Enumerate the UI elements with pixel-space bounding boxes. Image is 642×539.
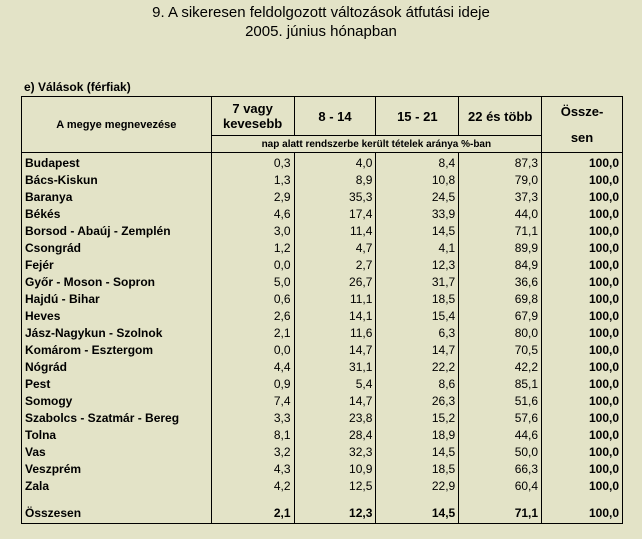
- value-cell-v3: 8,6: [376, 376, 459, 393]
- table-row: [22, 153, 623, 173]
- value-cell-v4: 69,8: [459, 291, 542, 308]
- value-cell-s: 100,0: [542, 478, 623, 495]
- header-county: A megye megnevezése: [22, 97, 212, 153]
- county-name-cell: Békés: [22, 206, 212, 223]
- table-row: [22, 393, 623, 410]
- table-row: [22, 325, 623, 342]
- spacer-cell: [376, 495, 459, 503]
- value-cell-s: 100,0: [542, 189, 623, 206]
- value-cell-v4: 42,2: [459, 359, 542, 376]
- county-name-cell: Heves: [22, 308, 212, 325]
- value-cell-v3: 26,3: [376, 393, 459, 410]
- value-cell-v1: 4,3: [211, 461, 294, 478]
- value-cell-v3: 8,4: [376, 153, 459, 173]
- value-cell-v1: 0,9: [211, 376, 294, 393]
- value-cell-s: 100,0: [542, 172, 623, 189]
- value-cell-v3: 33,9: [376, 206, 459, 223]
- value-cell-v2: 2,7: [294, 257, 376, 274]
- value-cell-v4: 87,3: [459, 153, 542, 173]
- county-name-cell: Hajdú - Bihar: [22, 291, 212, 308]
- value-cell-s: 100,0: [542, 206, 623, 223]
- value-cell-v4: 66,3: [459, 461, 542, 478]
- value-cell-v4: 80,0: [459, 325, 542, 342]
- value-cell-v2: 11,6: [294, 325, 376, 342]
- table-row: [22, 376, 623, 393]
- value-cell-v1: 2,6: [211, 308, 294, 325]
- value-cell-v1: 1,2: [211, 240, 294, 257]
- value-cell-v4: 37,3: [459, 189, 542, 206]
- table-row: [22, 359, 623, 376]
- county-name-cell: Fejér: [22, 257, 212, 274]
- county-name-cell: Pest: [22, 376, 212, 393]
- value-cell-v1: 0,0: [211, 257, 294, 274]
- value-cell-v2: 14,7: [294, 393, 376, 410]
- data-table: [21, 96, 623, 524]
- value-cell-v1: 0,0: [211, 342, 294, 359]
- value-cell-v4: 70,5: [459, 342, 542, 359]
- county-name-cell: Bács-Kiskun: [22, 172, 212, 189]
- header-7-or-less-line2: kevesebb: [222, 116, 283, 131]
- county-name-cell: Somogy: [22, 393, 212, 410]
- table-row: [22, 240, 623, 257]
- header-22-plus: 22 és több: [459, 97, 542, 136]
- header-total-line1: Össze-: [560, 103, 604, 119]
- county-name-cell: Budapest: [22, 153, 212, 173]
- value-cell-s: 100,0: [542, 461, 623, 478]
- spacer-cell: [542, 495, 623, 503]
- value-cell-s: 100,0: [542, 274, 623, 291]
- value-cell-v2: 17,4: [294, 206, 376, 223]
- value-cell-v1: 5,0: [211, 274, 294, 291]
- value-cell-s: 100,0: [542, 359, 623, 376]
- value-cell-v4: 57,6: [459, 410, 542, 427]
- value-cell-v3: 31,7: [376, 274, 459, 291]
- value-cell-v1: 2,9: [211, 189, 294, 206]
- value-cell-s: 100,0: [542, 223, 623, 240]
- county-name-cell: Veszprém: [22, 461, 212, 478]
- table-row: [22, 427, 623, 444]
- value-cell-s: 100,0: [542, 444, 623, 461]
- county-name-cell: Tolna: [22, 427, 212, 444]
- value-cell-v4: 60,4: [459, 478, 542, 495]
- value-cell-v4: 50,0: [459, 444, 542, 461]
- value-cell-v4: 71,1: [459, 503, 542, 524]
- value-cell-v1: 4,4: [211, 359, 294, 376]
- value-cell-s: 100,0: [542, 376, 623, 393]
- table-row: [22, 291, 623, 308]
- value-cell-v3: 22,9: [376, 478, 459, 495]
- header-15-21: 15 - 21: [376, 97, 459, 136]
- value-cell-v4: 84,9: [459, 257, 542, 274]
- total-row: [22, 503, 623, 524]
- spacer-cell: [22, 495, 212, 503]
- table-row: [22, 410, 623, 427]
- value-cell-v3: 18,5: [376, 291, 459, 308]
- value-cell-v4: 67,9: [459, 308, 542, 325]
- table-row: [22, 461, 623, 478]
- value-cell-v4: 85,1: [459, 376, 542, 393]
- value-cell-v2: 4,0: [294, 153, 376, 173]
- header-note: nap alatt rendszerbe került tételek aránya %-ban: [211, 136, 541, 153]
- value-cell-v1: 3,3: [211, 410, 294, 427]
- value-cell-v2: 12,5: [294, 478, 376, 495]
- report-title: 9. A sikeresen feldolgozott változások átfutási ideje: [152, 4, 490, 21]
- value-cell-v2: 10,9: [294, 461, 376, 478]
- spacer-cell: [459, 495, 542, 503]
- value-cell-v3: 14,5: [376, 503, 459, 524]
- county-name-cell: Jász-Nagykun - Szolnok: [22, 325, 212, 342]
- value-cell-s: 100,0: [542, 257, 623, 274]
- value-cell-v1: 1,3: [211, 172, 294, 189]
- table-row: [22, 478, 623, 495]
- value-cell-v2: 5,4: [294, 376, 376, 393]
- table-row: [22, 342, 623, 359]
- county-name-cell: Baranya: [22, 189, 212, 206]
- value-cell-v3: 22,2: [376, 359, 459, 376]
- value-cell-v3: 18,5: [376, 461, 459, 478]
- value-cell-v2: 23,8: [294, 410, 376, 427]
- table-row: [22, 257, 623, 274]
- value-cell-v3: 15,2: [376, 410, 459, 427]
- value-cell-v2: 31,1: [294, 359, 376, 376]
- county-name-cell: Borsod - Abaúj - Zemplén: [22, 223, 212, 240]
- table-row: [22, 172, 623, 189]
- value-cell-v3: 18,9: [376, 427, 459, 444]
- value-cell-v1: 0,6: [211, 291, 294, 308]
- value-cell-v3: 24,5: [376, 189, 459, 206]
- spacer-cell: [211, 495, 294, 503]
- value-cell-v2: 32,3: [294, 444, 376, 461]
- value-cell-v4: 44,0: [459, 206, 542, 223]
- value-cell-v2: 26,7: [294, 274, 376, 291]
- value-cell-v4: 36,6: [459, 274, 542, 291]
- county-name-cell: Nógrád: [22, 359, 212, 376]
- value-cell-v2: 11,4: [294, 223, 376, 240]
- value-cell-v3: 14,5: [376, 444, 459, 461]
- value-cell-v1: 2,1: [211, 325, 294, 342]
- value-cell-v1: 0,3: [211, 153, 294, 173]
- value-cell-v2: 4,7: [294, 240, 376, 257]
- table-row: [22, 444, 623, 461]
- table-row: [22, 206, 623, 223]
- value-cell-v3: 14,7: [376, 342, 459, 359]
- county-name-cell: Győr - Moson - Sopron: [22, 274, 212, 291]
- value-cell-v3: 6,3: [376, 325, 459, 342]
- value-cell-v1: 3,0: [211, 223, 294, 240]
- value-cell-v2: 11,1: [294, 291, 376, 308]
- value-cell-v1: 8,1: [211, 427, 294, 444]
- value-cell-v1: 7,4: [211, 393, 294, 410]
- spacer-cell: [294, 495, 376, 503]
- value-cell-v4: 71,1: [459, 223, 542, 240]
- header-7-or-less-line1: 7 vagy: [232, 101, 273, 116]
- table-row: [22, 189, 623, 206]
- value-cell-v1: 2,1: [211, 503, 294, 524]
- header-total: [542, 97, 623, 153]
- county-name-cell: Csongrád: [22, 240, 212, 257]
- value-cell-v3: 10,8: [376, 172, 459, 189]
- value-cell-s: 100,0: [542, 427, 623, 444]
- value-cell-v3: 15,4: [376, 308, 459, 325]
- value-cell-v1: 4,6: [211, 206, 294, 223]
- table-row: [22, 308, 623, 325]
- value-cell-v2: 28,4: [294, 427, 376, 444]
- value-cell-s: 100,0: [542, 342, 623, 359]
- value-cell-s: 100,0: [542, 393, 623, 410]
- value-cell-v4: 51,6: [459, 393, 542, 410]
- county-name-cell: Vas: [22, 444, 212, 461]
- table-subtitle: e) Válások (férfiak): [24, 80, 131, 94]
- value-cell-v2: 35,3: [294, 189, 376, 206]
- value-cell-s: 100,0: [542, 153, 623, 173]
- header-total-line2: sen: [570, 129, 594, 145]
- table-row: [22, 274, 623, 291]
- value-cell-v4: 44,6: [459, 427, 542, 444]
- value-cell-v2: 8,9: [294, 172, 376, 189]
- value-cell-v4: 89,9: [459, 240, 542, 257]
- spacer-row: [22, 495, 623, 503]
- value-cell-s: 100,0: [542, 410, 623, 427]
- header-7-or-less: [211, 97, 294, 136]
- county-name-cell: Összesen: [22, 503, 212, 524]
- value-cell-s: 100,0: [542, 308, 623, 325]
- value-cell-v3: 4,1: [376, 240, 459, 257]
- value-cell-s: 100,0: [542, 240, 623, 257]
- report-period: 2005. június hónapban: [245, 23, 397, 40]
- value-cell-v3: 14,5: [376, 223, 459, 240]
- value-cell-s: 100,0: [542, 503, 623, 524]
- table-body: [22, 153, 623, 524]
- value-cell-v3: 12,3: [376, 257, 459, 274]
- value-cell-v2: 12,3: [294, 503, 376, 524]
- county-name-cell: Szabolcs - Szatmár - Bereg: [22, 410, 212, 427]
- value-cell-v1: 4,2: [211, 478, 294, 495]
- value-cell-v1: 3,2: [211, 444, 294, 461]
- value-cell-s: 100,0: [542, 291, 623, 308]
- value-cell-v2: 14,7: [294, 342, 376, 359]
- value-cell-v4: 79,0: [459, 172, 542, 189]
- county-name-cell: Komárom - Esztergom: [22, 342, 212, 359]
- value-cell-s: 100,0: [542, 325, 623, 342]
- county-name-cell: Zala: [22, 478, 212, 495]
- table-row: [22, 223, 623, 240]
- value-cell-v2: 14,1: [294, 308, 376, 325]
- header-8-14: 8 - 14: [294, 97, 376, 136]
